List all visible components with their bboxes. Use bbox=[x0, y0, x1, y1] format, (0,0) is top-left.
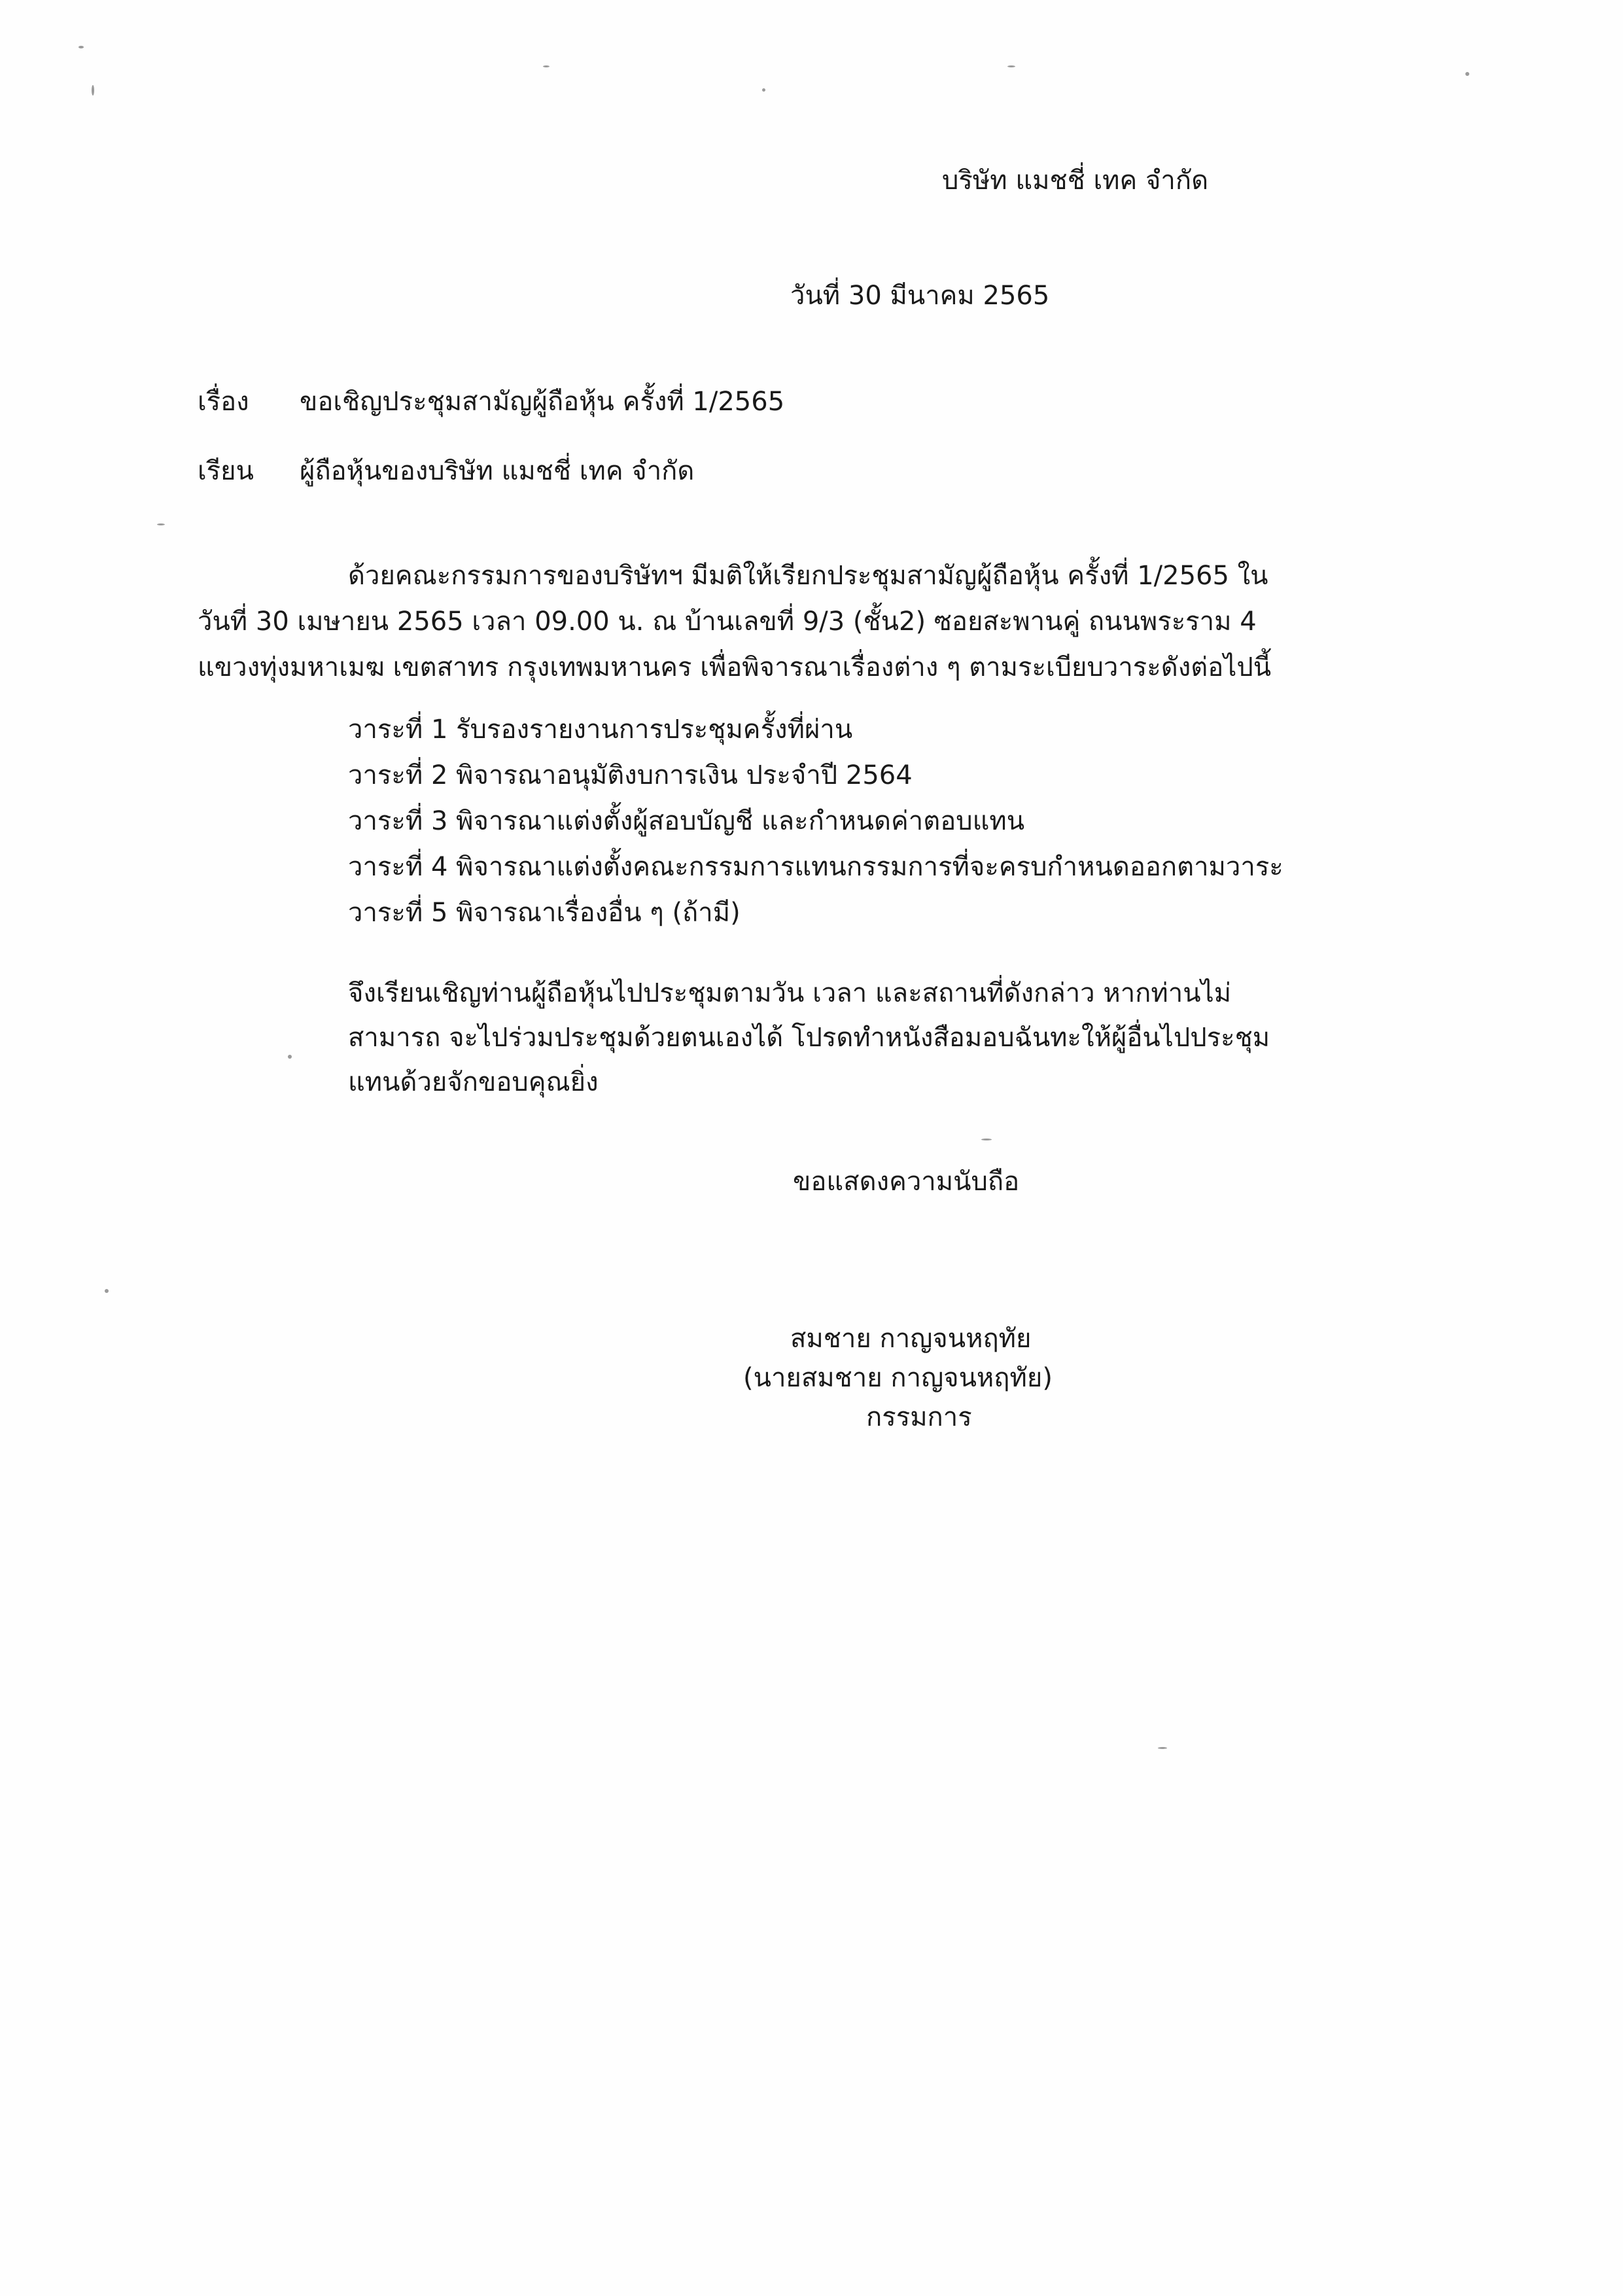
agenda-item-2: วาระที่ 2 พิจารณาอนุมัติงบการเงิน ประจำปี 2564 bbox=[348, 760, 913, 790]
scan-speck bbox=[157, 523, 165, 525]
agenda-item-3: วาระที่ 3 พิจารณาแต่งตั้งผู้สอบบัญชี และกำหนดค่าตอบแทน bbox=[348, 806, 1025, 836]
letter-date: วันที่ 30 มีนาคม 2565 bbox=[790, 281, 1050, 311]
signature-name: สมชาย กาญจนหฤทัย bbox=[790, 1324, 1032, 1354]
signature-title: กรรมการ bbox=[866, 1402, 972, 1432]
recipient-label: เรียน bbox=[198, 456, 254, 486]
closing-line-3: แทนด้วยจักขอบคุณยิ่ง bbox=[348, 1067, 599, 1097]
body-line-2: วันที่ 30 เมษายน 2565 เวลา 09.00 น. ณ บ้านเลขที่ 9/3 (ชั้น2) ซอยสะพานคู่ ถนนพระราม 4 bbox=[198, 607, 1257, 637]
subject-text: ขอเชิญประชุมสามัญผู้ถือหุ้น ครั้งที่ 1/2565 bbox=[300, 387, 785, 417]
scan-speck bbox=[1158, 1747, 1167, 1749]
scan-speck bbox=[762, 88, 765, 92]
scan-speck bbox=[1465, 72, 1469, 76]
closing-line-1: จึงเรียนเชิญท่านผู้ถือหุ้นไปประชุมตามวัน เวลา และสถานที่ดังกล่าว หากท่านไม่ bbox=[348, 978, 1232, 1008]
recipient-text: ผู้ถือหุ้นของบริษัท แมชชี่ เทค จำกัด bbox=[300, 456, 695, 486]
regards-text: ขอแสดงความนับถือ bbox=[793, 1167, 1020, 1197]
scan-speck bbox=[105, 1289, 109, 1293]
scan-speck bbox=[92, 85, 94, 96]
scan-speck bbox=[1007, 65, 1015, 67]
agenda-list bbox=[348, 707, 1283, 936]
body-line-1: ด้วยคณะกรรมการของบริษัทฯ มีมติให้เรียกประชุมสามัญผู้ถือหุ้น ครั้งที่ 1/2565 ใน bbox=[348, 561, 1268, 591]
scan-speck bbox=[543, 65, 550, 67]
agenda-item-1: วาระที่ 1 รับรองรายงานการประชุมครั้งที่ผ่าน bbox=[348, 715, 853, 745]
company-name: บริษัท แมชชี่ เทค จำกัด bbox=[942, 166, 1209, 196]
scan-speck bbox=[79, 46, 84, 48]
subject-label: เรื่อง bbox=[198, 387, 249, 417]
scan-speck bbox=[288, 1055, 292, 1059]
signature-full-name: (นายสมชาย กาญจนหฤทัย) bbox=[743, 1363, 1053, 1393]
body-line-3: แขวงทุ่งมหาเมฆ เขตสาทร กรุงเทพมหานคร เพื่อพิจารณาเรื่องต่าง ๆ ตามระเบียบวาระดังต่อไปนี้ bbox=[198, 652, 1272, 682]
agenda-item-5: วาระที่ 5 พิจารณาเรื่องอื่น ๆ (ถ้ามี) bbox=[348, 898, 741, 928]
scan-speck bbox=[981, 1139, 992, 1140]
closing-line-2: สามารถ จะไปร่วมประชุมด้วยตนเองได้ โปรดทำหนังสือมอบฉันทะให้ผู้อื่นไปประชุม bbox=[348, 1023, 1270, 1053]
agenda-item-4: วาระที่ 4 พิจารณาแต่งตั้งคณะกรรมการแทนกรรมการที่จะครบกำหนดออกตามวาระ bbox=[348, 852, 1283, 882]
